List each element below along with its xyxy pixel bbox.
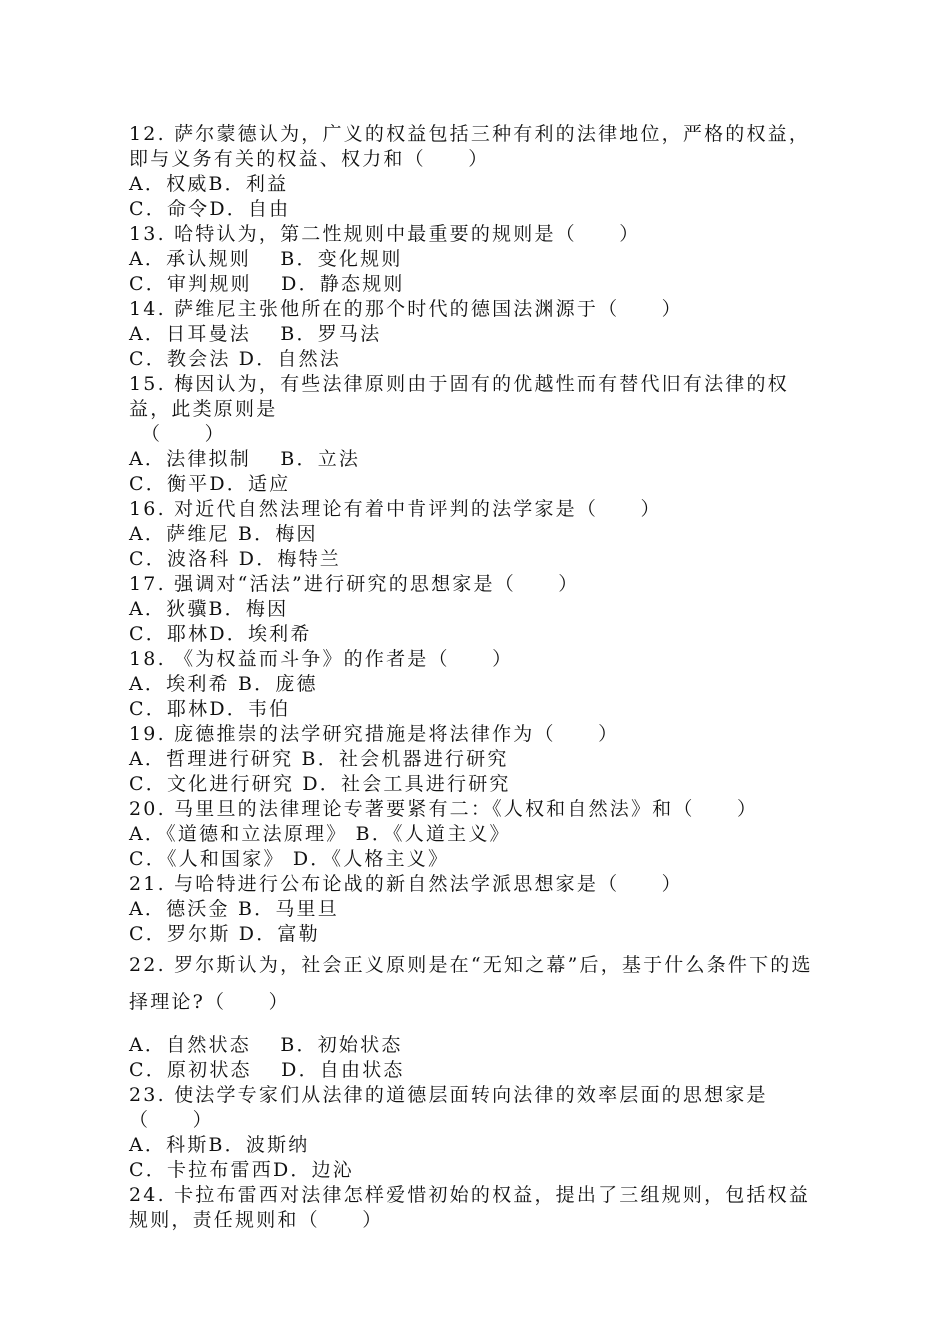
- question-12: [117, 122, 827, 172]
- question-19-options-cd: C．文化进行研究 D．社会工具进行研究: [129, 773, 511, 795]
- question-15-options-cd: C．衡平D．适应: [129, 473, 291, 495]
- question-23: [117, 1083, 827, 1133]
- question-22-options-ab: A．自然状态 B．初始状态: [129, 1034, 403, 1056]
- question-14: [117, 297, 827, 322]
- question-stem: 强调对“活法”进行研究的思想家是（ ）: [174, 573, 580, 595]
- question-21-options-ab: A．德沃金 B．马里旦: [129, 898, 339, 920]
- question-23-options-cd: C．卡拉布雷西D．边沁: [129, 1159, 354, 1181]
- question-20-options-cd: C．《人和国家》 D．《人格主义》: [129, 848, 450, 870]
- question-12-options-ab: A．权威B．利益: [129, 173, 289, 195]
- question-13-options-ab: A．承认规则 B．变化规则: [129, 248, 403, 270]
- question-number: 13.: [129, 223, 166, 245]
- question-18-options-ab: A．埃利希 B．庞德: [129, 673, 318, 695]
- question-14-options-ab: A．日耳曼法 B．罗马法: [129, 323, 382, 345]
- question-16: [117, 497, 827, 522]
- question-15-answer-blank: （ ）: [141, 423, 226, 445]
- question-stem: 罗尔斯认为，社会正义原则是在“无知之幕”后，基于什么条件下的选择理论?（ ）: [129, 954, 813, 1013]
- question-number: 22.: [129, 954, 166, 976]
- question-12-options-cd: C．命令D．自由: [129, 198, 291, 220]
- question-number: 17.: [129, 573, 166, 595]
- question-13-options-cd: C．审判规则 D．静态规则: [129, 273, 405, 295]
- question-stem: 与哈特进行公布论战的新自然法学派思想家是（ ）: [174, 873, 683, 895]
- question-stem: 庞德推崇的法学研究措施是将法律作为（ ）: [174, 723, 620, 745]
- document-page: [117, 122, 827, 1233]
- question-stem: 萨尔蒙德认为，广义的权益包括三种有利的法律地位，严格的权益，即与义务有关的权益、权力和（ ）: [129, 123, 811, 170]
- question-number: 12.: [129, 123, 166, 145]
- question-20: [117, 797, 827, 822]
- question-number: 14.: [129, 298, 166, 320]
- question-22-options-cd: C．原初状态 D．自由状态: [129, 1059, 405, 1081]
- question-stem: 哈特认为，第二性规则中最重要的规则是（ ）: [174, 223, 641, 245]
- question-number: 18.: [129, 648, 166, 670]
- question-stem: 萨维尼主张他所在的那个时代的德国法渊源于（ ）: [174, 298, 683, 320]
- question-19-options-ab: A．哲理进行研究 B．社会机器进行研究: [129, 748, 509, 770]
- question-number: 20.: [129, 798, 166, 820]
- question-stem: 卡拉布雷西对法律怎样爱惜初始的权益，提出了三组规则，包括权益规则，责任规则和（ ）: [129, 1184, 811, 1231]
- question-17-options-ab: A．狄骥B．梅因: [129, 598, 289, 620]
- question-14-options-cd: C．教会法 D．自然法: [129, 348, 342, 370]
- question-15-options-ab: A．法律拟制 B．立法: [129, 448, 361, 470]
- question-23-options-ab: A．科斯B．波斯纳: [129, 1134, 310, 1156]
- question-stem: 使法学专家们从法律的道德层面转向法律的效率层面的思想家是（ ）: [129, 1084, 768, 1131]
- question-24: [117, 1183, 827, 1233]
- question-stem: 马里旦的法律理论专著要紧有二：《人权和自然法》和（ ）: [174, 798, 759, 820]
- question-stem: 梅因认为，有些法律原则由于固有的优越性而有替代旧有法律的权益，此类原则是: [129, 373, 789, 420]
- question-22: [117, 947, 827, 1021]
- question-number: 19.: [129, 723, 166, 745]
- question-17: [117, 572, 827, 597]
- question-number: 16.: [129, 498, 166, 520]
- question-number: 23.: [129, 1084, 166, 1106]
- question-18: [117, 647, 827, 672]
- question-16-options-ab: A．萨维尼 B．梅因: [129, 523, 318, 545]
- question-21-options-cd: C．罗尔斯 D．富勒: [129, 923, 320, 945]
- question-17-options-cd: C．耶林D．埃利希: [129, 623, 312, 645]
- question-stem: 《为权益而斗争》的作者是（ ）: [174, 648, 514, 670]
- question-19: [117, 722, 827, 747]
- question-15: [117, 372, 827, 422]
- question-18-options-cd: C．耶林D．韦伯: [129, 698, 291, 720]
- question-21: [117, 872, 827, 897]
- question-stem: 对近代自然法理论有着中肯评判的法学家是（ ）: [174, 498, 662, 520]
- question-number: 15.: [129, 373, 166, 395]
- question-13: [117, 222, 827, 247]
- question-number: 24.: [129, 1184, 166, 1206]
- question-20-options-ab: A．《道德和立法原理》 B．《人道主义》: [129, 823, 511, 845]
- question-number: 21.: [129, 873, 166, 895]
- question-16-options-cd: C．波洛科 D．梅特兰: [129, 548, 342, 570]
